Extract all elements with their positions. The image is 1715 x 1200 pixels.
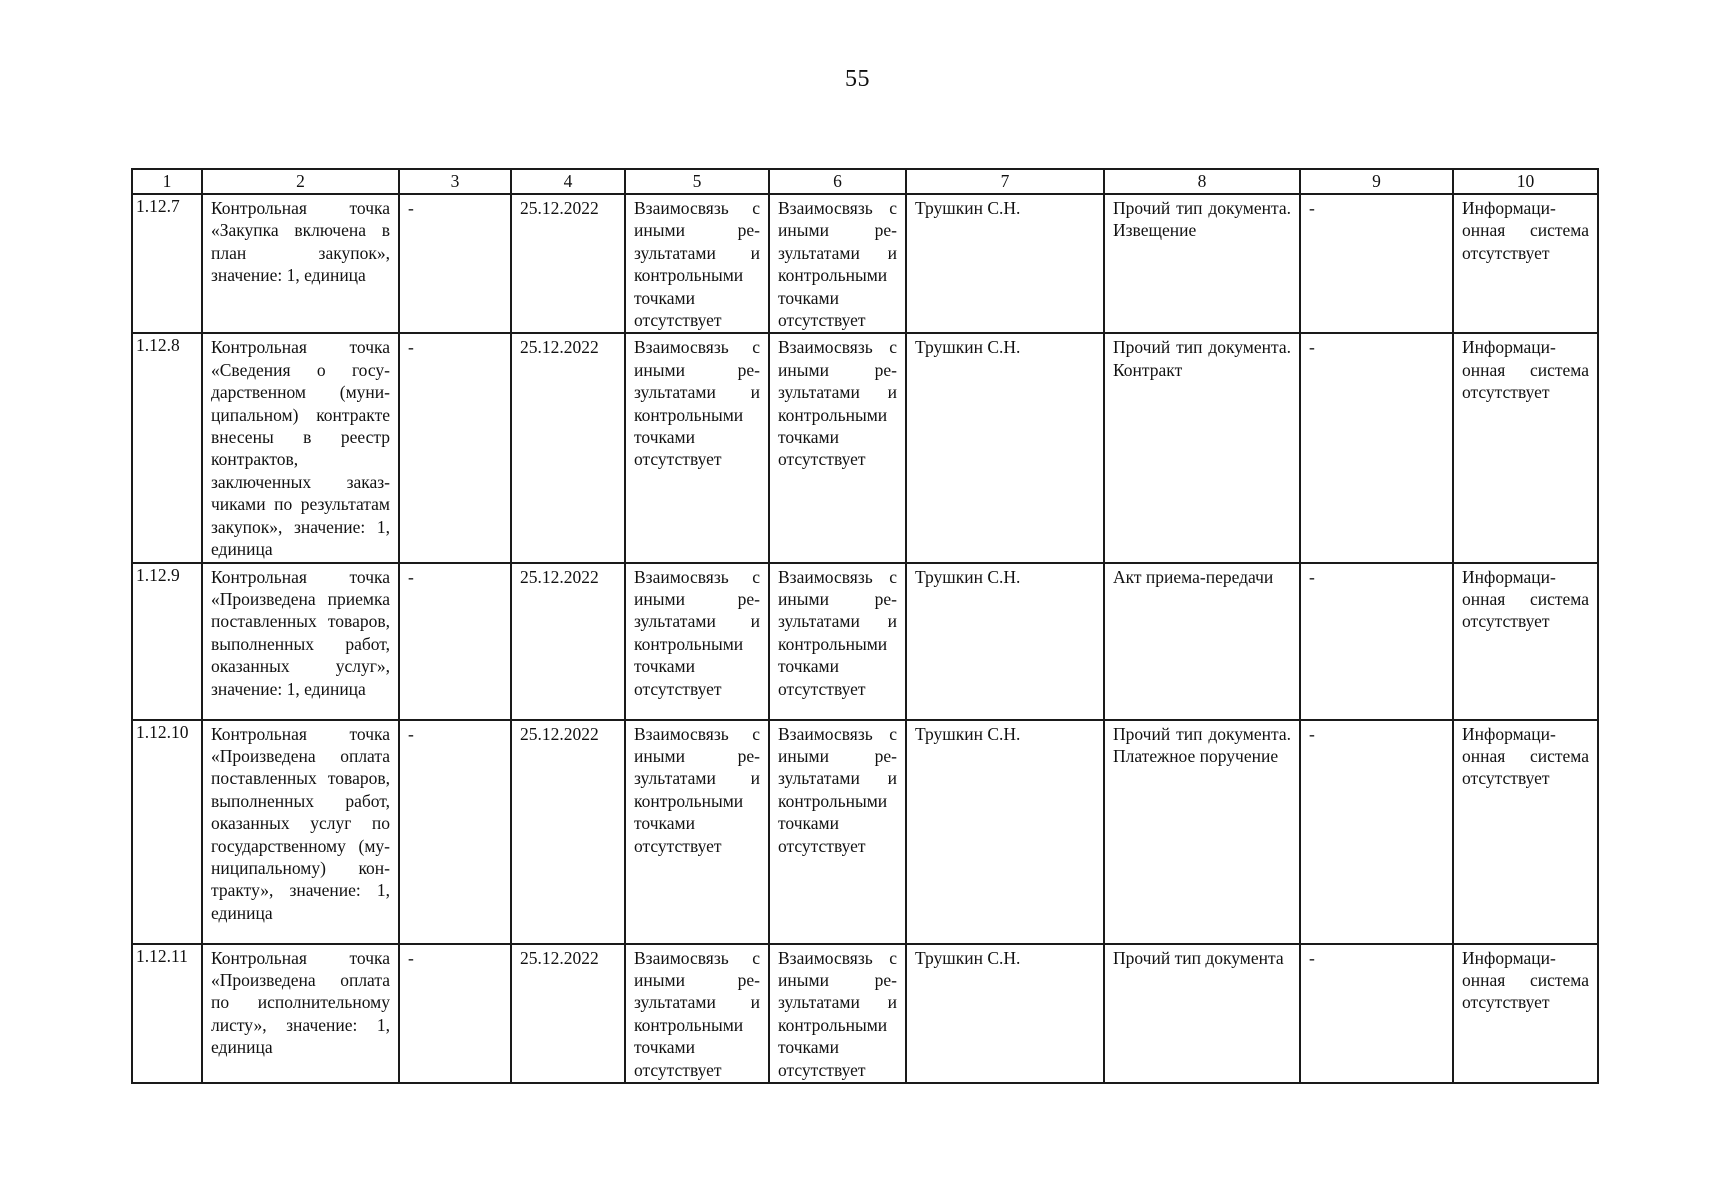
cell-col3: - (399, 563, 511, 720)
document-type: Акт приема-передачи (1104, 563, 1300, 720)
table-row (132, 944, 1598, 1083)
column-header: 4 (511, 169, 625, 194)
table-row (132, 333, 1598, 562)
responsible-person: Трушкин С.Н. (906, 720, 1104, 944)
table-row (132, 563, 1598, 720)
column-number-row (132, 169, 1598, 194)
control-point-description: Контрольная точка «Произведена оплата поставленных товаров, выполненных работ, оказанных услуг по государственному (муниципальному) контракту», значение: 1, единица (202, 720, 399, 944)
responsible-person: Трушкин С.Н. (906, 194, 1104, 333)
cell-col3: - (399, 720, 511, 944)
cell-col3: - (399, 333, 511, 562)
table-row (132, 720, 1598, 944)
cell-col9: - (1300, 944, 1453, 1083)
control-point-description: Контрольная точка «Произведена приемка поставленных товаров, выполненных работ, оказанных услуг», значение: 1, единица (202, 563, 399, 720)
document-type: Прочий тип документа. Извещение (1104, 194, 1300, 333)
completion-date: 25.12.2022 (511, 563, 625, 720)
completion-date: 25.12.2022 (511, 194, 625, 333)
column-header: 2 (202, 169, 399, 194)
row-number: 1.12.8 (132, 333, 202, 562)
completion-date: 25.12.2022 (511, 944, 625, 1083)
information-system: Информационная система отсутствует (1453, 194, 1598, 333)
link-next: Взаимосвязь с иными результатами и контрольными точками отсутствует (769, 944, 906, 1083)
cell-col9: - (1300, 720, 1453, 944)
link-previous: Взаимосвязь с иными результатами и контрольными точками отсутствует (625, 720, 769, 944)
column-header: 3 (399, 169, 511, 194)
control-point-description: Контрольная точка «Произведена оплата по исполнительному листу», значение: 1, единица (202, 944, 399, 1083)
row-number: 1.12.7 (132, 194, 202, 333)
completion-date: 25.12.2022 (511, 720, 625, 944)
column-header: 6 (769, 169, 906, 194)
link-previous: Взаимосвязь с иными результатами и контрольными точками отсутствует (625, 563, 769, 720)
cell-col9: - (1300, 333, 1453, 562)
column-header: 9 (1300, 169, 1453, 194)
link-previous: Взаимосвязь с иными результатами и контрольными точками отсутствует (625, 194, 769, 333)
information-system: Информационная система отсутствует (1453, 720, 1598, 944)
document-type: Прочий тип документа (1104, 944, 1300, 1083)
link-previous: Взаимосвязь с иными результатами и контрольными точками отсутствует (625, 944, 769, 1083)
control-point-description: Контрольная точка «Закупка включена в план закупок», значение: 1, единица (202, 194, 399, 333)
control-points-table (131, 168, 1599, 1084)
link-next: Взаимосвязь с иными результатами и контрольными точками отсутствует (769, 563, 906, 720)
document-type: Прочий тип документа. Контракт (1104, 333, 1300, 562)
document-type: Прочий тип документа. Платежное поручение (1104, 720, 1300, 944)
cell-col9: - (1300, 194, 1453, 333)
row-number: 1.12.9 (132, 563, 202, 720)
link-next: Взаимосвязь с иными результатами и контрольными точками отсутствует (769, 194, 906, 333)
cell-col3: - (399, 194, 511, 333)
responsible-person: Трушкин С.Н. (906, 333, 1104, 562)
information-system: Информационная система отсутствует (1453, 333, 1598, 562)
link-previous: Взаимосвязь с иными результатами и контрольными точками отсутствует (625, 333, 769, 562)
completion-date: 25.12.2022 (511, 333, 625, 562)
information-system: Информационная система отсутствует (1453, 563, 1598, 720)
link-next: Взаимосвязь с иными результатами и контрольными точками отсутствует (769, 333, 906, 562)
page-number: 55 (845, 66, 870, 92)
information-system: Информационная система отсутствует (1453, 944, 1598, 1083)
column-header: 10 (1453, 169, 1598, 194)
column-header: 5 (625, 169, 769, 194)
column-header: 1 (132, 169, 202, 194)
table-row (132, 194, 1598, 333)
column-header: 7 (906, 169, 1104, 194)
column-header: 8 (1104, 169, 1300, 194)
link-next: Взаимосвязь с иными результатами и контрольными точками отсутствует (769, 720, 906, 944)
responsible-person: Трушкин С.Н. (906, 563, 1104, 720)
cell-col3: - (399, 944, 511, 1083)
row-number: 1.12.10 (132, 720, 202, 944)
responsible-person: Трушкин С.Н. (906, 944, 1104, 1083)
row-number: 1.12.11 (132, 944, 202, 1083)
cell-col9: - (1300, 563, 1453, 720)
control-point-description: Контрольная точка «Сведения о государственном (муниципальном) контракте внесены в реестр контрактов, заключенных заказчиками по результатам закупок», значение: 1, единица (202, 333, 399, 562)
